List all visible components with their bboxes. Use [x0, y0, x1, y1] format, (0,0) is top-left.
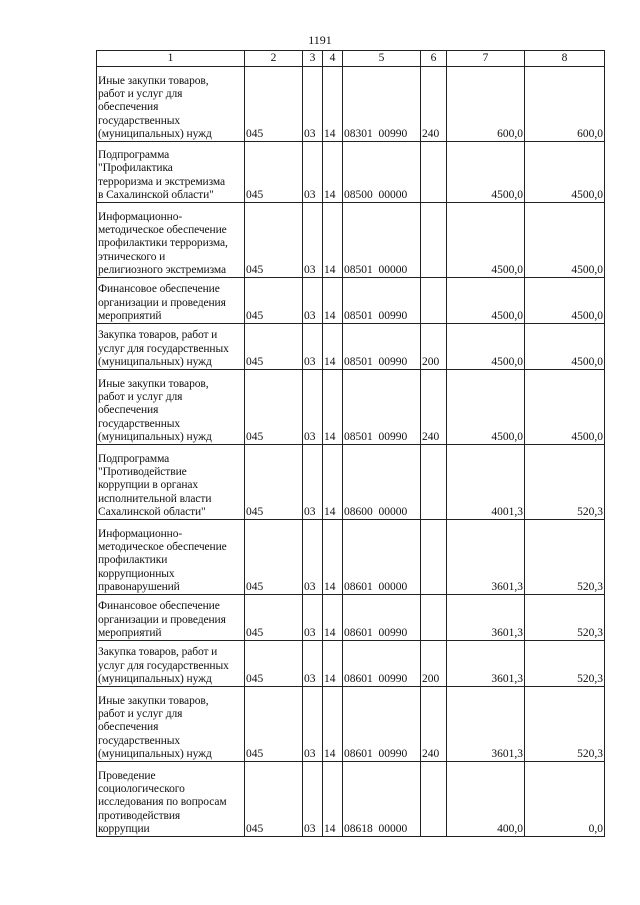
item-name: Финансовое обеспечение организации и проведения мероприятий — [97, 595, 245, 641]
amount-col8: 4500,0 — [525, 142, 605, 203]
header-cell: 5 — [343, 51, 421, 67]
section-code: 03 — [303, 595, 323, 641]
item-name: Закупка товаров, работ и услуг для государственных (муниципальных) нужд — [97, 324, 245, 370]
subsection-code: 14 — [323, 595, 343, 641]
amount-col7: 4500,0 — [447, 203, 525, 278]
amount-col8: 520,3 — [525, 445, 605, 520]
section-code: 03 — [303, 203, 323, 278]
amount-col8: 4500,0 — [525, 324, 605, 370]
item-name: Подпрограмма "Противодействие коррупции в органах исполнительной власти Сахалинской области" — [97, 445, 245, 520]
section-code: 03 — [303, 324, 323, 370]
table-row — [97, 595, 605, 641]
item-name: Закупка товаров, работ и услуг для государственных (муниципальных) нужд — [97, 641, 245, 687]
subsection-code: 14 — [323, 641, 343, 687]
subsection-code: 14 — [323, 67, 343, 142]
ministry-code: 045 — [245, 687, 303, 762]
subsection-code: 14 — [323, 520, 343, 595]
page-number: 1191 — [308, 33, 332, 47]
subsection-code: 14 — [323, 445, 343, 520]
target-article-code: 08301 00990 — [343, 67, 421, 142]
subsection-code: 14 — [323, 278, 343, 324]
amount-col7: 3601,3 — [447, 595, 525, 641]
ministry-code: 045 — [245, 641, 303, 687]
header-cell: 2 — [245, 51, 303, 67]
target-article-code: 08501 00000 — [343, 203, 421, 278]
expense-type-code — [421, 520, 447, 595]
expense-type-code — [421, 142, 447, 203]
table-row — [97, 324, 605, 370]
header-cell: 1 — [97, 51, 245, 67]
amount-col8: 520,3 — [525, 687, 605, 762]
header-cell: 6 — [421, 51, 447, 67]
table-row — [97, 445, 605, 520]
expense-type-code: 240 — [421, 370, 447, 445]
subsection-code: 14 — [323, 762, 343, 837]
section-code: 03 — [303, 520, 323, 595]
amount-col7: 4500,0 — [447, 278, 525, 324]
table-row — [97, 370, 605, 445]
target-article-code: 08500 00000 — [343, 142, 421, 203]
table-row — [97, 762, 605, 837]
amount-col7: 4500,0 — [447, 142, 525, 203]
amount-col8: 4500,0 — [525, 203, 605, 278]
ministry-code: 045 — [245, 203, 303, 278]
table-row — [97, 278, 605, 324]
amount-col7: 4500,0 — [447, 324, 525, 370]
ministry-code: 045 — [245, 278, 303, 324]
ministry-code: 045 — [245, 520, 303, 595]
table-row — [97, 142, 605, 203]
amount-col7: 4001,3 — [447, 445, 525, 520]
subsection-code: 14 — [323, 142, 343, 203]
section-code: 03 — [303, 370, 323, 445]
section-code: 03 — [303, 641, 323, 687]
amount-col8: 520,3 — [525, 595, 605, 641]
ministry-code: 045 — [245, 142, 303, 203]
ministry-code: 045 — [245, 324, 303, 370]
table-row — [97, 203, 605, 278]
expense-type-code — [421, 203, 447, 278]
section-code: 03 — [303, 762, 323, 837]
header-row — [97, 51, 605, 67]
section-code: 03 — [303, 142, 323, 203]
target-article-code: 08601 00990 — [343, 641, 421, 687]
table-row — [97, 67, 605, 142]
subsection-code: 14 — [323, 370, 343, 445]
amount-col8: 4500,0 — [525, 278, 605, 324]
item-name: Информационно- методическое обеспечение профилактики терроризма, этнического и религиозного экстремизма — [97, 203, 245, 278]
ministry-code: 045 — [245, 595, 303, 641]
ministry-code: 045 — [245, 762, 303, 837]
ministry-code: 045 — [245, 67, 303, 142]
amount-col8: 600,0 — [525, 67, 605, 142]
ministry-code: 045 — [245, 445, 303, 520]
item-name: Финансовое обеспечение организации и проведения мероприятий — [97, 278, 245, 324]
section-code: 03 — [303, 278, 323, 324]
amount-col7: 3601,3 — [447, 641, 525, 687]
amount-col8: 520,3 — [525, 520, 605, 595]
target-article-code: 08601 00990 — [343, 687, 421, 762]
expense-type-code — [421, 762, 447, 837]
expense-type-code — [421, 278, 447, 324]
item-name: Проведение социологического исследования по вопросам противодействия коррупции — [97, 762, 245, 837]
section-code: 03 — [303, 687, 323, 762]
expense-type-code — [421, 595, 447, 641]
item-name: Иные закупки товаров, работ и услуг для обеспечения государственных (муниципальных) нужд — [97, 687, 245, 762]
subsection-code: 14 — [323, 687, 343, 762]
subsection-code: 14 — [323, 203, 343, 278]
header-cell: 4 — [323, 51, 343, 67]
amount-col7: 400,0 — [447, 762, 525, 837]
target-article-code: 08618 00000 — [343, 762, 421, 837]
item-name: Иные закупки товаров, работ и услуг для обеспечения государственных (муниципальных) нужд — [97, 370, 245, 445]
amount-col7: 3601,3 — [447, 687, 525, 762]
expense-type-code: 200 — [421, 641, 447, 687]
table-row — [97, 687, 605, 762]
target-article-code: 08501 00990 — [343, 324, 421, 370]
item-name: Информационно- методическое обеспечение профилактики коррупционных правонарушений — [97, 520, 245, 595]
item-name: Иные закупки товаров, работ и услуг для обеспечения государственных (муниципальных) нужд — [97, 67, 245, 142]
amount-col8: 0,0 — [525, 762, 605, 837]
header-cell: 7 — [447, 51, 525, 67]
section-code: 03 — [303, 67, 323, 142]
subsection-code: 14 — [323, 324, 343, 370]
target-article-code: 08600 00000 — [343, 445, 421, 520]
expense-type-code — [421, 445, 447, 520]
budget-table — [96, 50, 605, 837]
target-article-code: 08501 00990 — [343, 278, 421, 324]
header-cell: 8 — [525, 51, 605, 67]
target-article-code: 08601 00990 — [343, 595, 421, 641]
target-article-code: 08601 00000 — [343, 520, 421, 595]
amount-col7: 4500,0 — [447, 370, 525, 445]
ministry-code: 045 — [245, 370, 303, 445]
header-cell: 3 — [303, 51, 323, 67]
amount-col7: 3601,3 — [447, 520, 525, 595]
table-row — [97, 520, 605, 595]
target-article-code: 08501 00990 — [343, 370, 421, 445]
table-row — [97, 641, 605, 687]
expense-type-code: 240 — [421, 687, 447, 762]
section-code: 03 — [303, 445, 323, 520]
expense-type-code: 240 — [421, 67, 447, 142]
item-name: Подпрограмма "Профилактика терроризма и экстремизма в Сахалинской области" — [97, 142, 245, 203]
amount-col8: 520,3 — [525, 641, 605, 687]
amount-col7: 600,0 — [447, 67, 525, 142]
expense-type-code: 200 — [421, 324, 447, 370]
amount-col8: 4500,0 — [525, 370, 605, 445]
